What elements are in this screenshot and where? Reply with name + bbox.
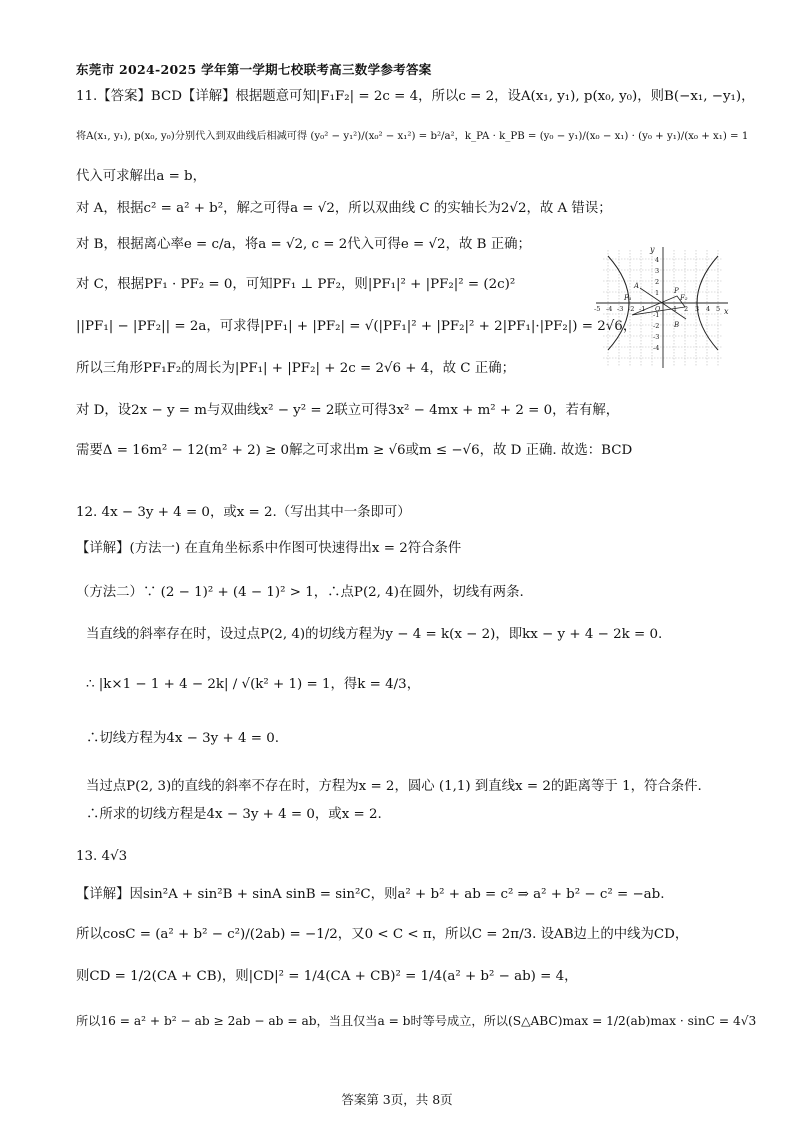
point-label-a: A (634, 282, 640, 290)
y-axis-label: y (650, 245, 655, 254)
q13-line-3: 所以cosC = (a² + b² − c²)/(2ab) = −1/2，又0 < C < π，所以C = 2π/3. 设AB边上的中线为CD， (76, 927, 689, 942)
point-label-f2: F₂ (680, 294, 688, 302)
y-tick-label: 3 (655, 267, 660, 275)
point-label-f1: F₁ (624, 294, 632, 302)
y-tick-label: 4 (655, 256, 660, 264)
q11-line-3: 代入可求解出a = b， (76, 169, 207, 184)
q12-line-4: 当直线的斜率存在时，设过点P(2, 4)的切线方程为y − 4 = k(x − 2)，即kx − y + 4 − 2k = 0. (86, 627, 663, 642)
y-tick-label: -4 (653, 344, 660, 352)
x-tick-label: -2 (628, 305, 635, 313)
point-label-p: P (674, 287, 679, 295)
q13-line-1: 13. 4√3 (76, 849, 128, 864)
q12-line-2: 【详解】(方法一) 在直角坐标系中作图可快速得出x = 2符合条件 (76, 541, 462, 556)
q11-line-7: ||PF₁| − |PF₂|| = 2a，可求得|PF₁| + |PF₂| = √(|PF₁|² + |PF₂|² + 2|PF₁|·|PF₂|) = 2√6， (76, 319, 637, 334)
x-tick-label: O (655, 305, 661, 313)
y-tick-label: 2 (655, 278, 660, 286)
x-tick-label: 5 (716, 305, 721, 313)
x-tick-label: -1 (639, 305, 646, 313)
q13-line-2: 【详解】因sin²A + sin²B + sinA sinB = sin²C，则a² + b² + ab = c² ⇒ a² + b² − c² = −ab. (76, 887, 665, 902)
x-tick-label: -5 (594, 305, 601, 313)
q11-line-8: 所以三角形PF₁F₂的周长为|PF₁| + |PF₂| + 2c = 2√6 + 4，故 C 正确； (76, 361, 515, 376)
x-tick-label: -4 (606, 305, 613, 313)
q11-line-10: 需要Δ = 16m² − 12(m² + 2) ≥ 0解之可求出m ≥ √6或m ≤ −√6，故 D 正确. 故选：BCD (76, 443, 633, 458)
x-tick-label: 4 (706, 305, 711, 313)
y-tick-label: 1 (655, 289, 660, 297)
y-tick-label: -1 (653, 311, 660, 319)
q11-line-5: 对 B，根据离心率e = c/a，将a = √2, c = 2代入可得e = √2，故 B 正确； (76, 237, 531, 252)
y-tick-label: -3 (653, 333, 660, 341)
q12-line-5: ∴ |k×1 − 1 + 4 − 2k| / √(k² + 1) = 1，得k = 4/3， (86, 677, 421, 692)
q11-line-9: 对 D，设2x − y = m与双曲线x² − y² = 2联立可得3x² − 4mx + m² + 2 = 0，若有解， (76, 403, 620, 418)
q12-line-7: 当过点P(2, 3)的直线的斜率不存在时，方程为x = 2，圆心 (1,1) 到直线x = 2的距离等于 1，符合条件. (86, 779, 702, 794)
q11-line-4: 对 A，根据c² = a² + b²，解之可得a = √2，所以双曲线 C 的实轴长为2√2，故 A 错误； (76, 201, 612, 216)
q12-line-8: ∴所求的切线方程是4x − 3y + 4 = 0，或x = 2. (86, 807, 382, 822)
x-tick-label: -3 (617, 305, 624, 313)
q11-line-2: 将A(x₁, y₁), p(x₀, y₀)分别代入到双曲线后相减可得 (y₀² − y₁²)/(x₀² − x₁²) = b²/a²，k_PA · k_PB = (y₀ − y₁)/(x₀ − x₁) · (y₀ + y₁)/(x₀ + x₁) = 1 (76, 131, 749, 142)
page-header: 东莞市 2024-2025 学年第一学期七校联考高三数学参考答案 (76, 62, 432, 77)
q12-line-6: ∴切线方程为4x − 3y + 4 = 0. (86, 731, 279, 746)
page-footer: 答案第 3页，共 8页 (341, 1092, 453, 1107)
hyperbola-graph (594, 244, 732, 372)
x-axis-label: x (724, 307, 729, 316)
q12-line-1: 12. 4x − 3y + 4 = 0，或x = 2.（写出其中一条即可） (76, 505, 411, 520)
q13-line-4: 则CD = 1/2(CA + CB)，则|CD|² = 1/4(CA + CB)² = 1/4(a² + b² − ab) = 4， (76, 969, 578, 984)
point-label-b: B (674, 321, 680, 329)
q13-line-5: 所以16 = a² + b² − ab ≥ 2ab − ab = ab，当且仅当a = b时等号成立，所以(S△ABC)max = 1/2(ab)max · sinC = 4√3 (76, 1014, 757, 1028)
x-tick-label: 1 (673, 305, 678, 313)
x-tick-label: 3 (695, 305, 700, 313)
q12-line-3: （方法二）∵ (2 − 1)² + (4 − 1)² > 1，∴点P(2, 4)在圆外，切线有两条. (76, 585, 524, 600)
x-tick-label: 2 (684, 305, 689, 313)
y-tick-label: -2 (653, 322, 660, 330)
q11-line-1: 11.【答案】BCD【详解】根据题意可知|F₁F₂| = 2c = 4，所以c = 2，设A(x₁, y₁), p(x₀, y₀)，则B(−x₁, −y₁)， (76, 89, 755, 104)
q11-line-6: 对 C，根据PF₁ · PF₂ = 0，可知PF₁ ⊥ PF₂，则|PF₁|² + |PF₂|² = (2c)² (76, 277, 516, 292)
